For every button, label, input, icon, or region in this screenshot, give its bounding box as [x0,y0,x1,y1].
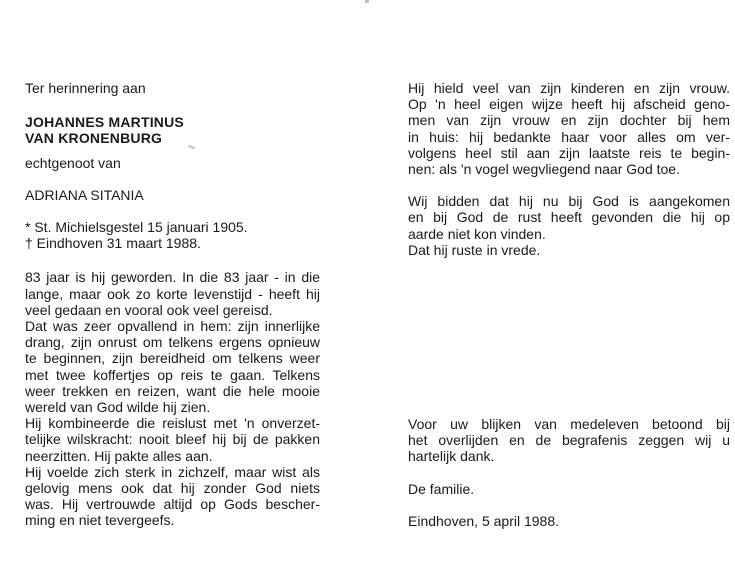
text-line: en bij God de rust heeft gevonden die hij op [408,209,730,226]
left-column [25,80,320,529]
text-line: hartelijk dank. [408,448,495,465]
text-line: neerzitten. Hij pakte alles aan. [25,447,213,464]
text-line: Voor uw blijken van medeleven betoond bij [408,416,730,433]
life-story [25,269,320,528]
text-line: weer trekken en reizen, want die hele mooie [25,382,320,399]
text-line: was. Hij vertrouwde altijd op Gods bescher- [25,496,320,513]
text-line: Hij hield veel van zijn kinderen en zijn vrouw. [408,80,730,96]
deceased-name-line-1: JOHANNES MARTINUS [25,114,184,131]
text-line: Hij voelde zich sterk in zichzelf, maar wist als [25,463,320,480]
text-line: volgens heel stil aan zijn laatste reis te begin- [408,144,730,161]
text-line: 83 jaar is hij geworden. In die 83 jaar - in die [25,269,320,286]
place-date: Eindhoven, 5 april 1988. [408,512,559,529]
text-line: Dat hij ruste in vrede. [408,241,541,258]
text-line: Hij kombineerde die reislust met 'n onverzet- [25,415,320,432]
spouse-name: ADRIANA SITANIA [25,186,144,203]
family-paragraph [408,80,730,177]
text-line: het overlijden en de begrafenis zeggen wij u [408,432,730,449]
text-line: te beginnen, zijn bereidheid om telkens weer [25,350,320,367]
text-line: veel gedaan en vooral ook veel gereisd. [25,301,273,318]
text-line: telijke wilskracht: nooit bleef hij bij de pakken [25,431,320,448]
text-line: gelovig mens ook dat hij zonder God niets [25,480,320,497]
birth-line: * St. Michielsgestel 15 januari 1905. [25,219,248,236]
text-line: men van zijn vrouw en zijn dochter bij hem [408,112,730,129]
text-line: Op 'n heel eigen wijze heeft hij afscheid geno- [408,96,730,113]
text-line: lange, maar ook zo korte levenstijd - heeft hij [25,285,320,302]
text-line: Wij bidden dat hij nu bij God is aangekomen [408,193,730,210]
text-line: Dat was zeer opvallend in hem: zijn innerlijke [25,318,320,335]
text-line: nen: als 'n vogel wegvliegend naar God toe. [408,161,680,178]
intro-text: Ter herinnering aan [25,80,146,96]
text-line: drang, zijn onrust om telkens ergens opnieuw [25,334,320,351]
death-line: † Eindhoven 31 maart 1988. [25,235,201,252]
text-line: met twee koffertjes op reis te gaan. Telkens [25,366,320,383]
right-column [408,80,730,529]
text-line: in huis: hij bedankte haar voor alles om ver- [408,128,730,145]
text-line: aarde niet kon vinden. [408,225,546,242]
text-line: ming en niet tevergeefs. [25,512,175,529]
deceased-name-line-2: VAN KRONENBURG [25,130,163,147]
text-line: wereld van God wilde hij zien. [25,399,211,416]
signature-family: De familie. [408,480,475,497]
thanks-paragraph [408,416,730,465]
spouse-label: echtgenoot van [25,154,121,171]
prayer-paragraph [408,193,730,258]
scan-speck [365,0,369,3]
